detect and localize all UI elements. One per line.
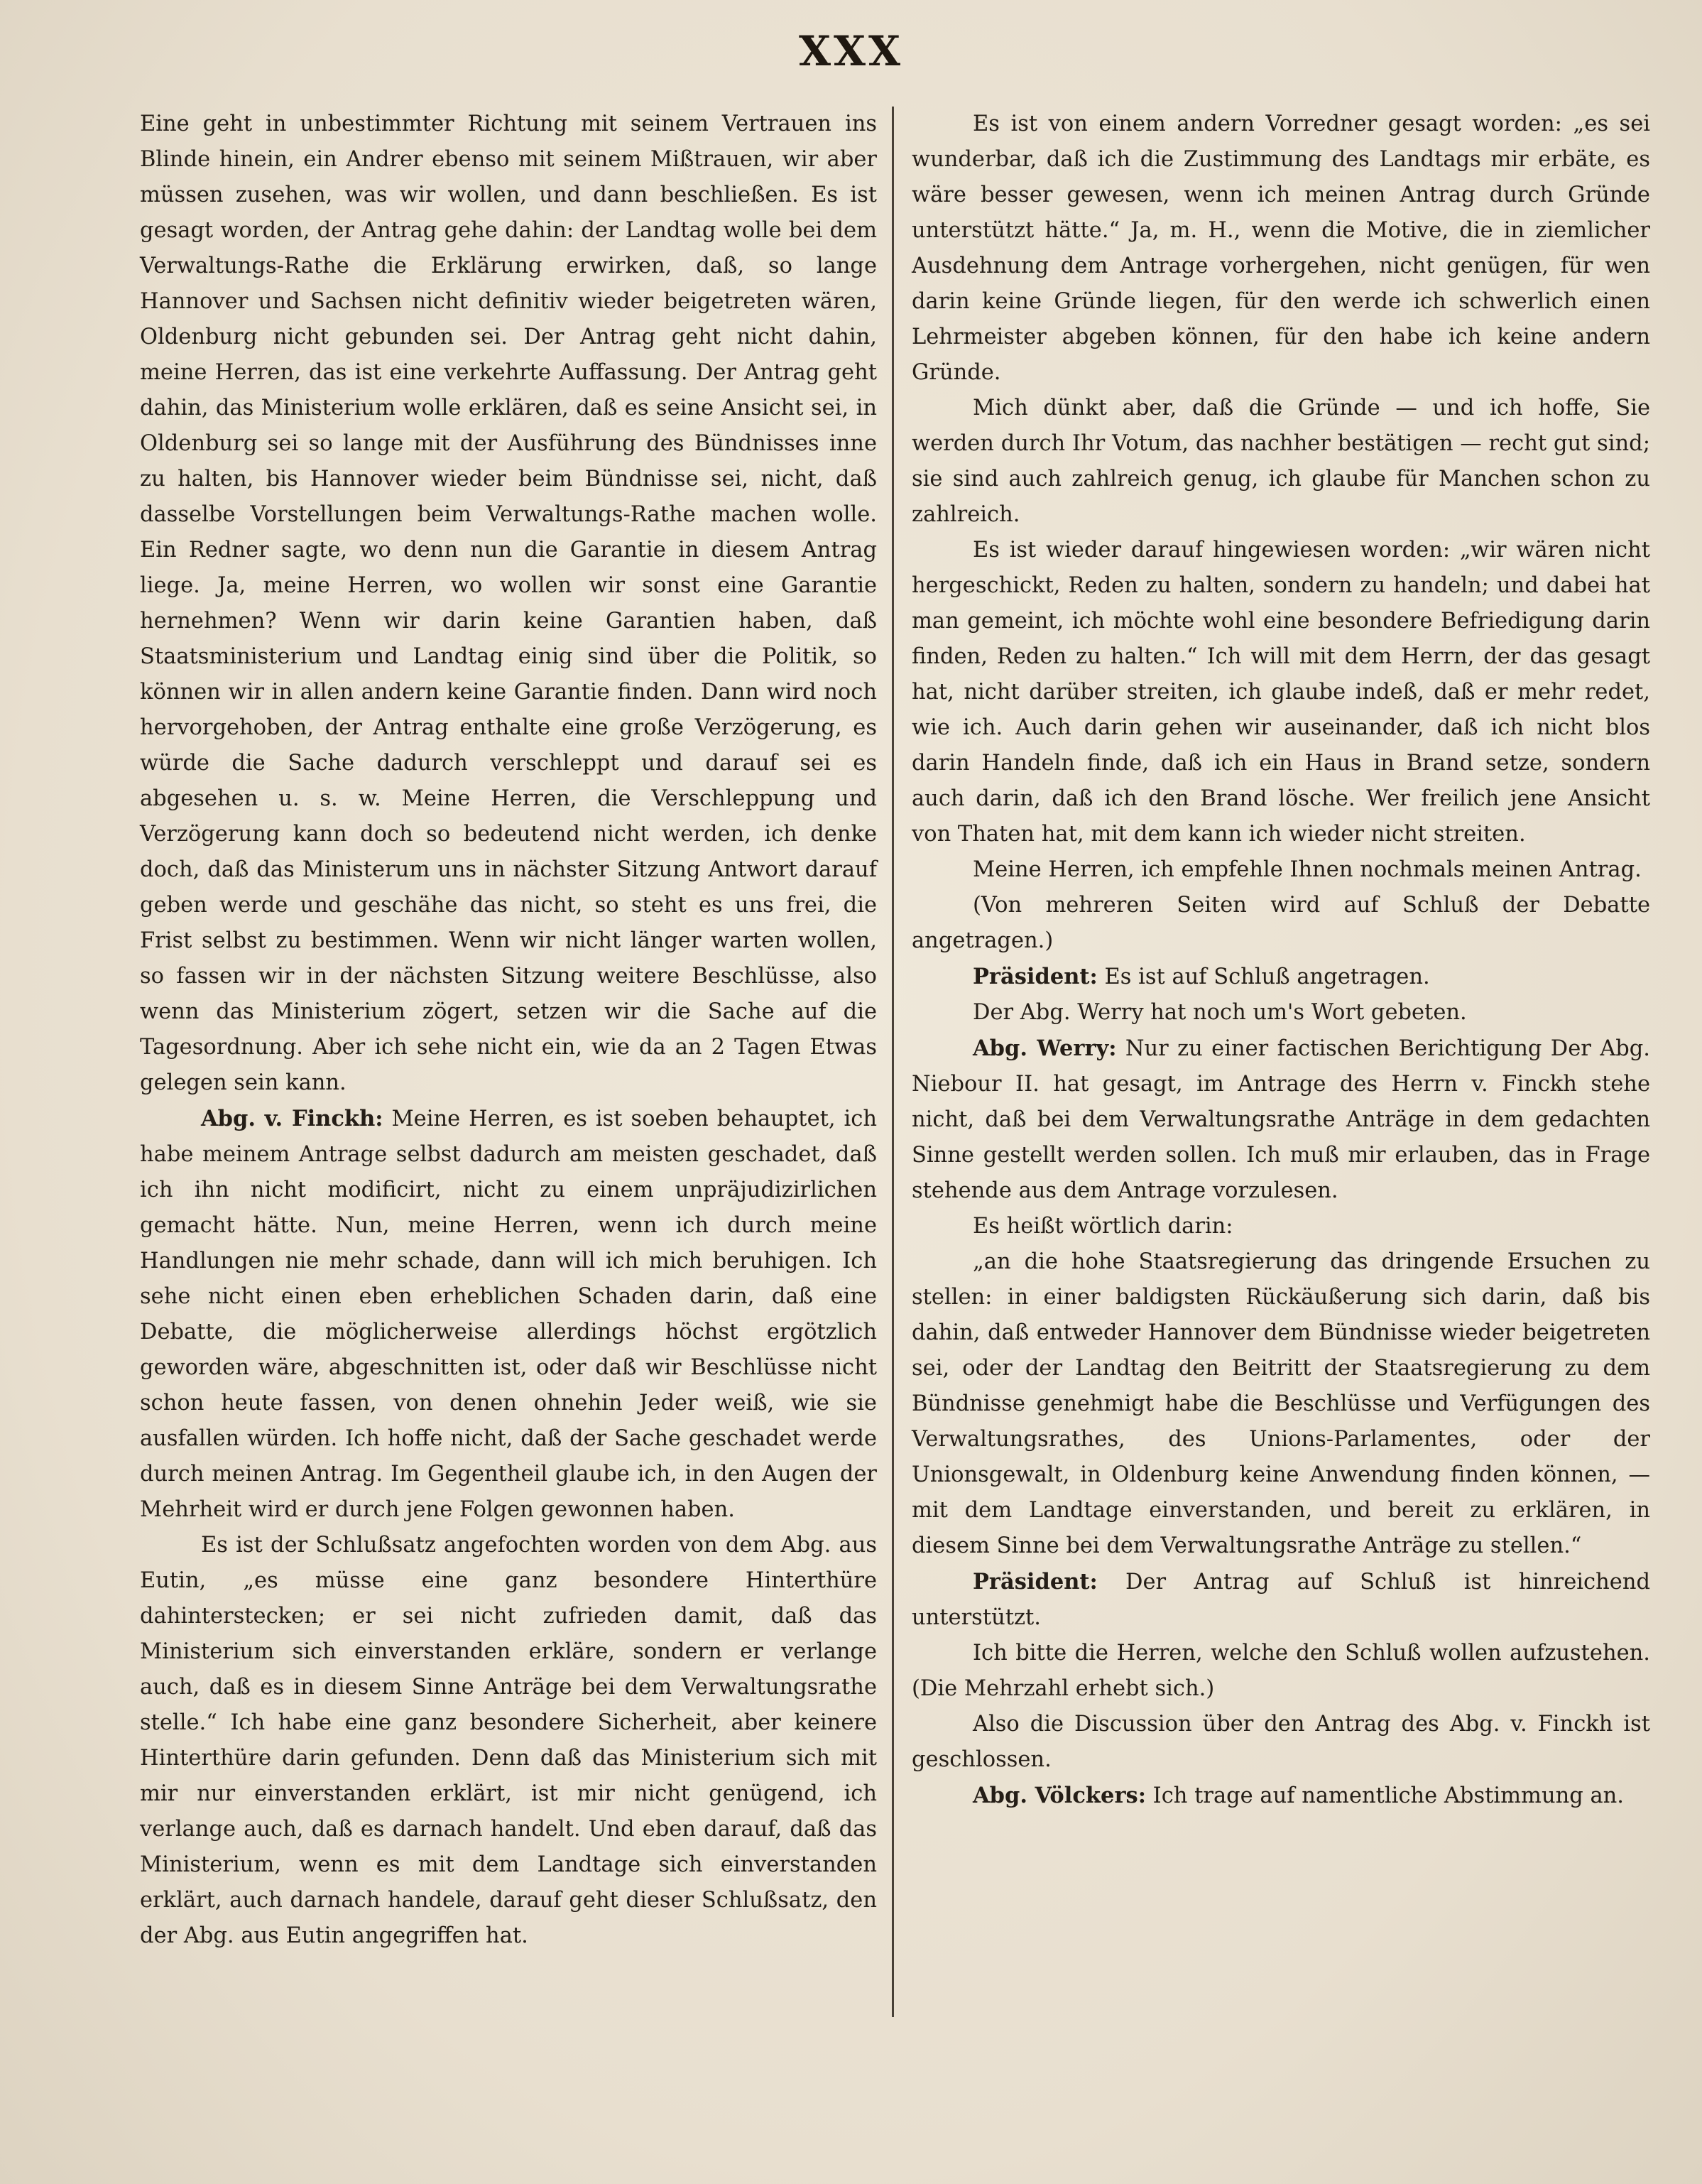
paragraph [140, 1528, 877, 1954]
paragraph [912, 391, 1650, 533]
right-column [912, 107, 1650, 1814]
paragraph-text: Also die Discussion über den Antrag des Abg. v. Finckh ist geschlossen. [912, 1712, 1650, 1772]
paragraph [912, 1031, 1650, 1209]
column-divider [892, 107, 894, 2017]
speaker-label: Abg. Werry: [973, 1036, 1117, 1061]
paragraph [912, 888, 1650, 959]
paragraph-text: Nur zu einer factischen Berichtigung Der Abg. Niebour II. hat gesagt, im Antrage des Herrn v. Finckh stehe nicht, daß bei dem Verwaltungsrathe Anträge in dem gedachten Sinne gestellt werden sollen. Ich muß mir erlauben, das in Frage stehende aus dem Antrage vorzulesen. [912, 1036, 1650, 1203]
paragraph [140, 1101, 877, 1528]
paragraph [912, 1636, 1650, 1707]
paragraph-text: Es heißt wörtlich darin: [973, 1214, 1233, 1239]
paragraph-text: Mich dünkt aber, daß die Gründe — und ich hoffe, Sie werden durch Ihr Votum, das nachher bestätigen — recht gut sind; sie sind auch zahlreich genug, ich glaube für Manchen schon zu zahlreich. [912, 396, 1650, 527]
paragraph-text: Meine Herren, es ist soeben behauptet, ich habe meinem Antrage selbst dadurch am meisten geschadet, daß ich ihn nicht modificirt, nicht zu einem unpräjudizirlichen gemacht hätte. Nun, meine Herren, wenn ich durch meine Handlungen nie mehr schade, dann will ich mich beruhigen. Ich sehe nicht einen eben erheblichen Schaden darin, daß eine Debatte, die möglicherweise allerdings höchst ergötzlich geworden wäre, abgeschnitten ist, oder daß wir Beschlüsse nicht schon heute fassen, von denen ohnehin Jeder weiß, wie sie ausfallen würden. Ich hoffe nicht, daß der Sache geschadet werde durch meinen Antrag. Im Gegentheil glaube ich, in den Augen der Mehrheit wird er durch jene Folgen gewonnen haben. [140, 1107, 877, 1522]
paragraph [912, 959, 1650, 995]
paragraph-text: Der Antrag auf Schluß ist hinreichend unterstützt. [912, 1570, 1650, 1630]
paragraph-text: Es ist von einem andern Vorredner gesagt worden: „es sei wunderbar, daß ich die Zustimmung des Landtags mir erbäte, es wäre besser gewesen, wenn ich meinen Antrag durch Gründe unterstützt hätte.“ Ja, m. H., wenn die Motive, die in ziemlicher Ausdehnung dem Antrage vorhergehen, nicht genügen, für wen darin keine Gründe liegen, für den werde ich schwerlich einen Lehrmeister abgeben können, für den habe ich keine andern Gründe. [912, 112, 1650, 385]
paragraph-text: Ich bitte die Herren, welche den Schluß wollen aufzustehen. (Die Mehrzahl erhebt sich.) [912, 1641, 1650, 1701]
speaker-label: Abg. Völckers: [973, 1783, 1146, 1808]
paragraph-text: Es ist der Schlußsatz angefochten worden von dem Abg. aus Eutin, „es müsse eine ganz besondere Hinterthüre dahinterstecken; er sei nicht zufrieden damit, daß das Ministerium sich einverstanden erkläre, sondern er verlange auch, daß es in diesem Sinne Anträge bei dem Verwaltungsrathe stelle.“ Ich habe eine ganz besondere Sicherheit, aber keinere Hinterthüre darin gefunden. Denn daß das Ministerium sich mit mir nur einverstanden erklärt, ist mir nicht genügend, ich verlange auch, daß es darnach handelt. Und eben darauf, daß das Ministerium, wenn es mit dem Landtage sich einverstanden erklärt, auch darnach handele, darauf geht dieser Schlußsatz, den der Abg. aus Eutin angegriffen hat. [140, 1533, 877, 1948]
paragraph-text: Ich trage auf namentliche Abstimmung an. [1145, 1783, 1624, 1808]
paragraph [912, 995, 1650, 1031]
speaker-label: Abg. v. Finckh: [201, 1106, 383, 1131]
paragraph [912, 1564, 1650, 1636]
speaker-label: Präsident: [973, 964, 1098, 989]
paragraph-text: Meine Herren, ich empfehle Ihnen nochmals meinen Antrag. [973, 857, 1642, 882]
paragraph [912, 852, 1650, 888]
paragraph-text: (Von mehreren Seiten wird auf Schluß der Debatte angetragen.) [912, 893, 1650, 953]
paragraph [140, 107, 877, 1101]
left-column [140, 107, 877, 1954]
speaker-label: Präsident: [973, 1569, 1098, 1594]
paragraph [912, 533, 1650, 852]
paragraph [912, 1707, 1650, 1778]
page-number: XXX [798, 27, 903, 75]
paragraph-text: Eine geht in unbestimmter Richtung mit seinem Vertrauen ins Blinde hinein, ein Andrer ebenso mit seinem Mißtrauen, wir aber müssen zusehen, was wir wollen, und dann beschließen. Es ist gesagt worden, der Antrag gehe dahin: der Landtag wolle bei dem Verwaltungs-Rathe die Erklärung erwirken, daß, so lange Hannover und Sachsen nicht definitiv wieder beigetreten wären, Oldenburg nicht gebunden sei. Der Antrag geht nicht dahin, meine Herren, das ist eine verkehrte Auffassung. Der Antrag geht dahin, das Ministerium wolle erklären, daß es seine Ansicht sei, in Oldenburg sei so lange mit der Ausführung des Bündnisses inne zu halten, bis Hannover wieder beim Bündnisse sei, nicht, daß dasselbe Vorstellungen beim Verwaltungs-Rathe machen wolle. Ein Redner sagte, wo denn nun die Garantie in diesem Antrag liege. Ja, meine Herren, wo wollen wir sonst eine Garantie hernehmen? Wenn wir darin keine Garantien haben, daß Staatsministerium und Landtag einig sind über die Politik, so können wir in allen andern keine Garantie finden. Dann wird noch hervorgehoben, der Antrag enthalte eine große Verzögerung, es würde die Sache dadurch verschleppt und darauf sei es abgesehen u. s. w. Meine Herren, die Verschleppung und Verzögerung kann doch so bedeutend nicht werden, ich denke doch, daß das Ministerum uns in nächster Sitzung Antwort darauf geben werde und geschähe das nicht, so steht es uns frei, die Frist selbst zu bestimmen. Wenn wir nicht länger warten wollen, so fassen wir in der nächsten Sitzung weitere Beschlüsse, also wenn das Ministerium zögert, setzen wir die Sache auf die Tagesordnung. Aber ich sehe nicht ein, wie da an 2 Tagen Etwas gelegen sein kann. [140, 112, 877, 1095]
paragraph-text: „an die hohe Staatsregierung das dringende Ersuchen zu stellen: in einer baldigsten Rückäußerung sich darin, daß bis dahin, daß entweder Hannover dem Bündnisse wieder beigetreten sei, oder der Landtag den Beitritt der Staatsregierung zu dem Bündnisse genehmigt habe die Beschlüsse und Verfügungen des Verwaltungsrathes, des Unions-Parlamentes, oder der Unionsgewalt, in Oldenburg keine Anwendung finden können, — mit dem Landtage einverstanden, und bereit zu erklären, in diesem Sinne bei dem Verwaltungsrathe Anträge zu stellen.“ [912, 1249, 1650, 1558]
paragraph [912, 1209, 1650, 1244]
paragraph-text: Der Abg. Werry hat noch um's Wort gebeten. [973, 1000, 1467, 1025]
paragraph [912, 1778, 1650, 1814]
paragraph [912, 107, 1650, 391]
quoted-paragraph [912, 1244, 1650, 1564]
paragraph-text: Es ist wieder darauf hingewiesen worden: „wir wären nicht hergeschickt, Reden zu halten, sondern zu handeln; und dabei hat man gemeint, ich möchte wohl eine besondere Befriedigung darin finden, Reden zu halten.“ Ich will mit dem Herrn, der das gesagt hat, nicht darüber streiten, ich glaube indeß, daß er mehr redet, wie ich. Auch darin gehen wir auseinander, daß ich nicht blos darin Handeln finde, daß ich ein Haus in Brand setze, sondern auch darin, daß ich den Brand lösche. Wer freilich jene Ansicht von Thaten hat, mit dem kann ich wieder nicht streiten. [912, 538, 1650, 847]
paragraph-text: Es ist auf Schluß angetragen. [1097, 965, 1430, 989]
